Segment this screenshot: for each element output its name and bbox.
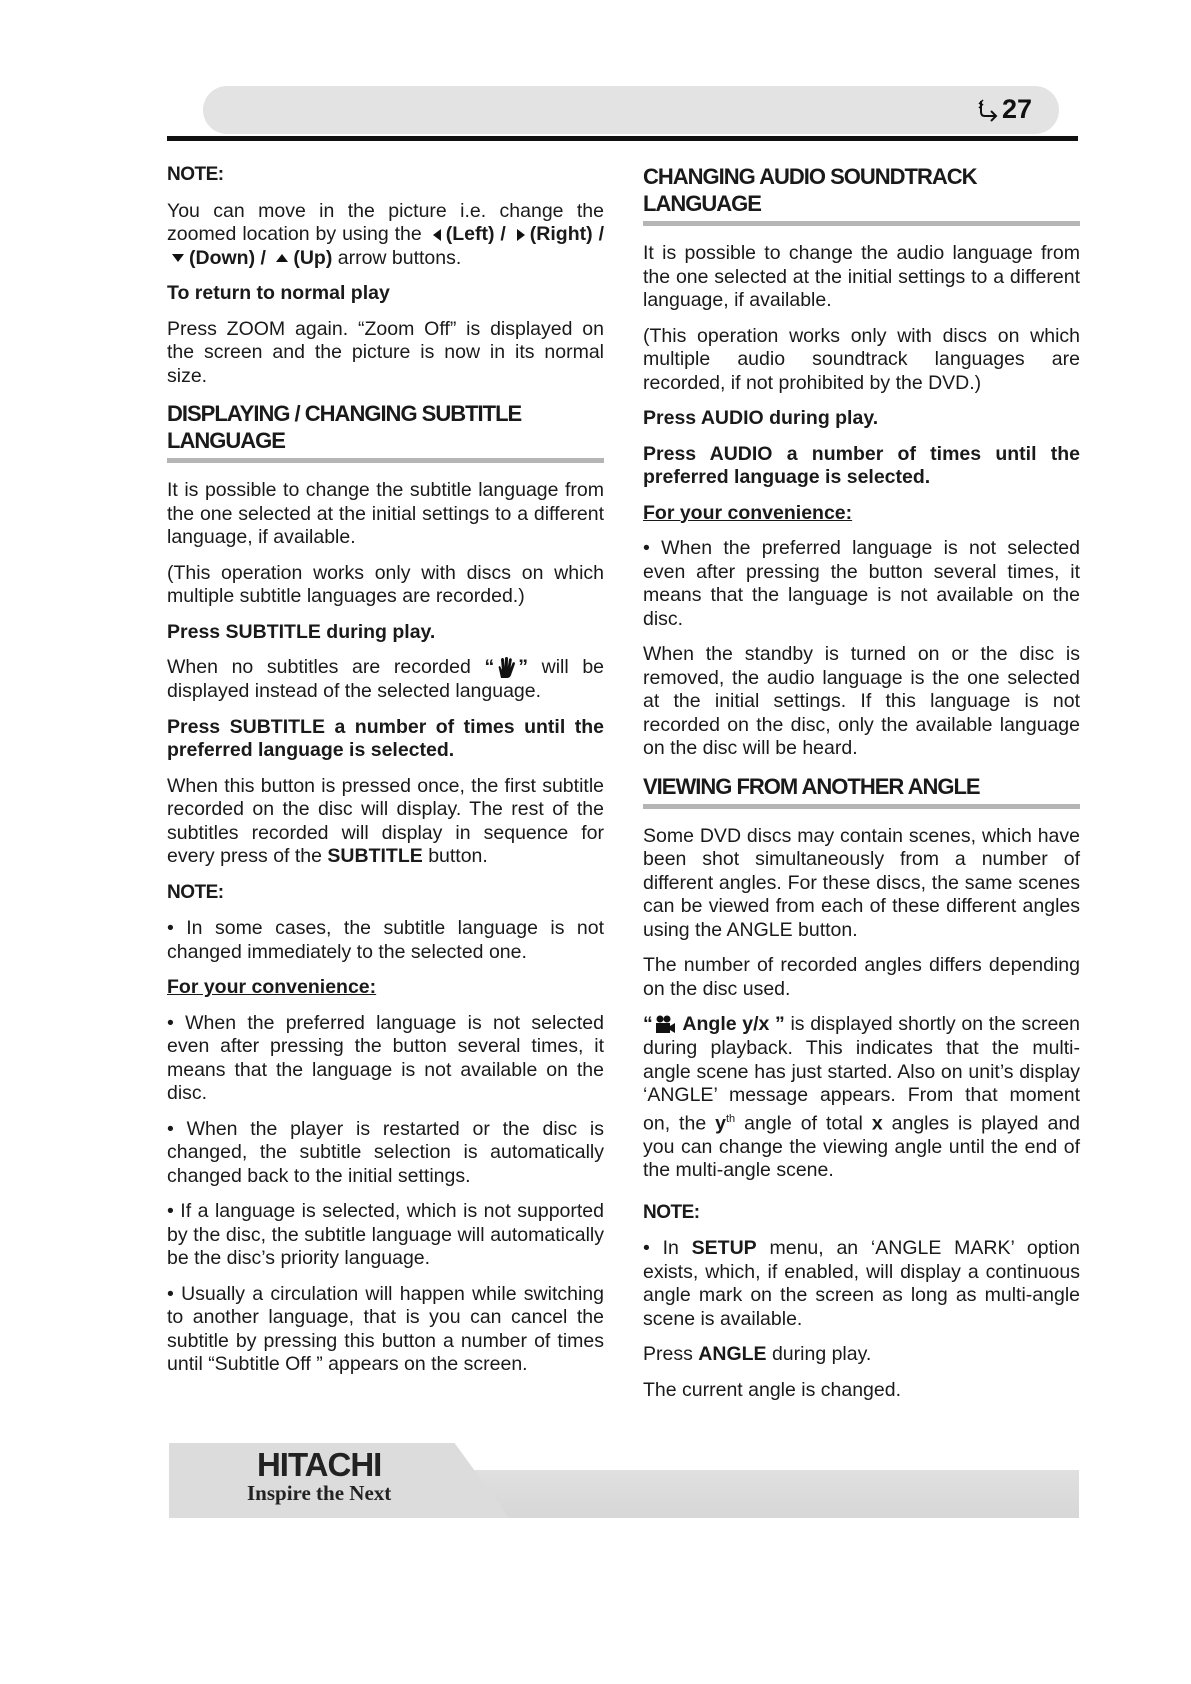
subtitle-section-heading: DISPLAYING / CHANGING SUBTITLE LANGUAGE	[167, 400, 604, 463]
return-heading: To return to normal play	[167, 282, 390, 304]
header-rule	[167, 136, 1078, 141]
left-column	[167, 163, 604, 1389]
press-angle-instruction: Press ANGLE during play.	[643, 1343, 872, 1365]
page-arrow-icon	[976, 98, 1000, 122]
press-subtitle-instruction: Press SUBTITLE during play.	[167, 620, 436, 643]
audio-paragraph-2: (This operation works only with discs on which multiple audio soundtrack languages are recorded, if not prohibited by the DVD.)	[643, 324, 1080, 394]
brand-tagline: Inspire the Next	[247, 1481, 392, 1505]
right-arrow-icon	[517, 229, 525, 241]
convenience-item: • If a language is selected, which is not supported by the disc, the subtitle language will automatically be the disc’s priority language.	[167, 1200, 604, 1269]
convenience-label: For your convenience:	[167, 976, 377, 998]
convenience-label: For your convenience:	[643, 501, 853, 524]
convenience-item: • When the preferred language is not selected even after pressing the button several times, it means that the language is not available on the disc.	[643, 537, 1080, 630]
angle-mark-note: • In SETUP menu, an ‘ANGLE MARK’ option exists, which, if enabled, will display a continuous angle mark on the screen as long as multi-angle scene is available.	[643, 1237, 1081, 1330]
up-arrow-icon	[276, 254, 288, 262]
convenience-item: • When the preferred language is not selected even after pressing the button several times, it means that the language is not available on the disc.	[167, 1011, 604, 1104]
angle-label: Angle y/x ”	[682, 1013, 785, 1036]
subtitle-paragraph-1: It is possible to change the subtitle language from the one selected at the initial settings to a different language, if available.	[167, 479, 604, 548]
brand-logo	[247, 1448, 391, 1504]
note-subtitle-delay: • In some cases, the subtitle language is not changed immediately to the selected one.	[167, 917, 604, 963]
audio-paragraph-1: It is possible to change the audio language from the one selected at the initial settings to a different language, if available.	[643, 242, 1080, 311]
press-subtitle-times-instruction: Press SUBTITLE a number of times until the preferred language is selected.	[167, 715, 604, 761]
press-audio-instruction: Press AUDIO during play.	[643, 407, 879, 429]
zoom-move-paragraph: You can move in the picture i.e. change the zoomed location by using the (Left) / (Right) / (Down) / (Up) arrow buttons.	[167, 199, 604, 269]
left-arrow-icon	[433, 229, 441, 241]
right-column	[643, 163, 1080, 1414]
page-number-box	[976, 94, 1032, 125]
hand-stop-icon	[494, 656, 518, 680]
camera-angle-icon	[653, 1013, 677, 1037]
standby-paragraph: When the standby is turned on or the disc is removed, the audio language is the one selected at the initial settings. If this language is not recorded on the disc, only the available language on the disc will be heard.	[643, 643, 1080, 759]
page-number: 27	[1001, 94, 1032, 124]
angle-changed-text: The current angle is changed.	[643, 1378, 901, 1401]
press-audio-times-instruction: Press AUDIO a number of times until the preferred language is selected.	[643, 442, 1080, 488]
down-arrow-icon	[172, 254, 184, 262]
page-header	[203, 86, 1059, 134]
audio-section-heading: CHANGING AUDIO SOUNDTRACK LANGUAGE	[643, 163, 1080, 226]
angle-paragraph-3: “ Angle y/x ” is displayed shortly on the screen during playback. This indicates that the multi-angle scene has just started. Also on unit’s display ‘ANGLE’ message appears. From that moment on, the $y^{th}$ angle of total x angles is played and you can change the viewing angle until the end of the multi-angle scene.	[643, 1013, 1081, 1181]
subtitle-paragraph-2: (This operation works only with discs on which multiple subtitle languages are recorded.)	[167, 561, 604, 607]
angle-section-heading: VIEWING FROM ANOTHER ANGLE	[643, 773, 1080, 809]
note-label: NOTE:	[643, 1201, 700, 1223]
note-label: NOTE:	[167, 164, 224, 185]
angle-paragraph-1: Some DVD discs may contain scenes, which have been shot simultaneously from a number of different angles. For these discs, the same scenes can be viewed from each of these different angles using the ANGLE button.	[643, 824, 1080, 941]
brand-name: HITACHI	[256, 1446, 382, 1483]
convenience-item: • Usually a circulation will happen while switching to another language, that is you can cancel the subtitle by pressing this button a number of times until “Subtitle Off ” appears on the screen.	[167, 1282, 604, 1375]
pressed-once-paragraph: When this button is pressed once, the first subtitle recorded on the disc will display. The rest of the subtitles recorded will display in sequence for every press of the SUBTITLE button.	[167, 774, 604, 867]
note-label: NOTE:	[167, 881, 224, 903]
return-text: Press ZOOM again. “Zoom Off” is displayed on the screen and the picture is now in its normal size.	[167, 317, 604, 387]
angle-paragraph-2: The number of recorded angles differs depending on the disc used.	[643, 954, 1080, 1000]
convenience-item: • When the player is restarted or the disc is changed, the subtitle selection is automatically changed back to the initial settings.	[167, 1117, 604, 1187]
no-subtitles-paragraph: When no subtitles are recorded “ ” will be displayed instead of the selected language.	[167, 656, 605, 702]
